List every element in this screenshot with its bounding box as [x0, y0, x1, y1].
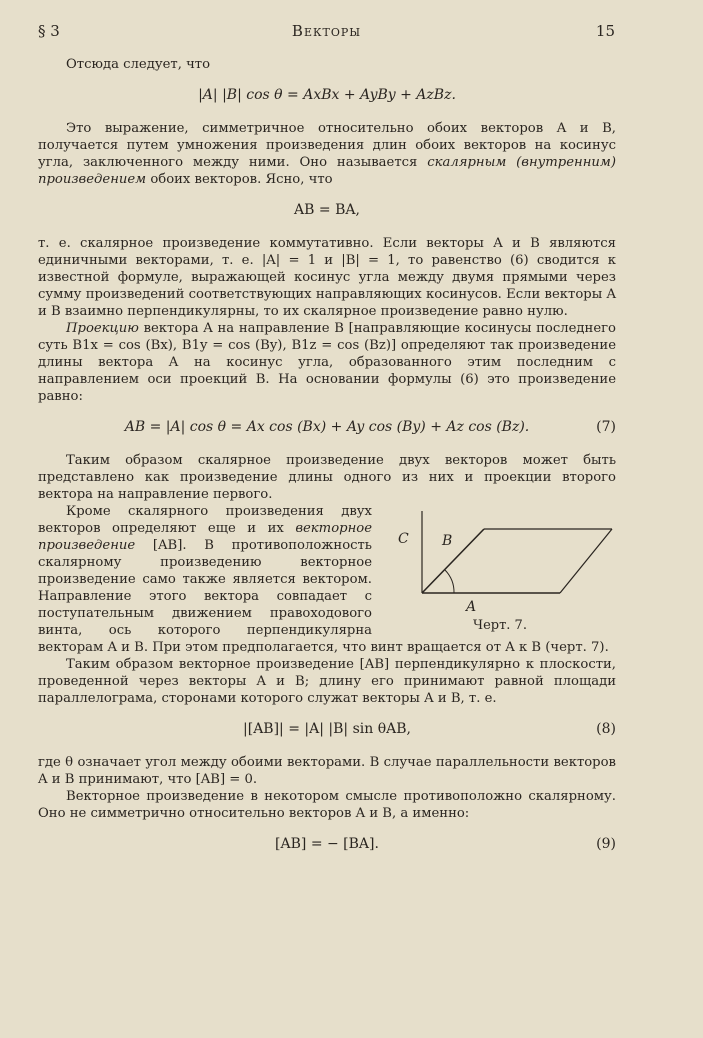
formula-anticommutative-body: [AB] = − [BA].: [275, 836, 379, 852]
term-vector-product: векторное произведение: [38, 521, 372, 553]
formula-anticommutative: [38, 836, 616, 853]
parallelogram-diagram: [384, 507, 616, 615]
term-scalar-product: скалярным (внутренним) произведением: [38, 155, 616, 187]
paragraph-2: [38, 120, 616, 188]
paragraph-9: Векторное произведение в некотором смысле противоположно скалярному. Оно не симметрично относительно векторов A и B, а именно:: [38, 789, 616, 821]
paragraph-2-text-a: Это выражение, симметричное относительно обоих векторов A и B, получается путем умножения произведения длин обоих векторов на косинус угла, заключенного между ними. Оно называется: [38, 121, 616, 170]
label-a: A: [466, 599, 477, 615]
equation-number-8: (8): [596, 721, 616, 737]
paragraph-3: т. е. скалярное произведение коммутативно. Если векторы A и B являются единичными векторами, т. е. |A| = 1 и |B| = 1, то равенство (6) сводится к известной формуле, выражающей косинус угла между двумя прямыми через сумму произведений соответствующих направляющих косинусов. Если векторы A и B взаимно перпендикулярны, то их скалярное произведение равно нулю.: [38, 236, 616, 319]
label-c: C: [398, 531, 409, 547]
page-body: [38, 56, 616, 869]
label-b: B: [442, 533, 453, 549]
formula-scalar-components: |A| |B| cos θ = AxBx + AyBy + AzBz.: [198, 87, 456, 103]
running-title: Векторы: [291, 22, 362, 40]
term-projection: Проекцию: [66, 321, 139, 336]
paragraph-6-text-b: [AB]. В противоположность скалярному произведению векторное произведение само также является вектором. Направление этого вектора совпадает с поступательным движением правоходового винта, ось которого перпендикулярна векторам A и B. При этом предполагается, что винт вращается от A к B (черт. 7).: [38, 538, 609, 655]
figure-caption: Черт. 7.: [473, 618, 527, 633]
formula-commutative: AB = BA,: [294, 202, 360, 218]
formula-projection-body: AB = |A| cos θ = Ax cos (Bx) + Ay cos (By) + Az cos (Bz).: [124, 419, 530, 435]
paragraph-8: где θ означает угол между обоими векторами. В случае параллельности векторов A и B принимают, что [AB] = 0.: [38, 755, 616, 787]
paragraph-2-text-b: обоих векторов. Ясно, что: [146, 172, 333, 187]
paragraph-6-text-a: Кроме скалярного произведения двух векторов определяют еще и их: [38, 504, 372, 536]
paragraph-5: Таким образом скалярное произведение двух векторов может быть представлено как произведение длины одного из них и проекции второго вектора на направление первого.: [38, 453, 616, 502]
paragraph-7: Таким образом векторное произведение [AB] перпендикулярно к плоскости, проведенной через векторы A и B; длину его принимают равной площади параллелограма, сторонами которого служат векторы A и B, т. е.: [38, 657, 616, 706]
formula-projection: [38, 419, 616, 436]
formula-cross-magnitude-body: |[AB]| = |A| |B| sin θAB,: [243, 721, 411, 737]
paragraph-4: [38, 320, 616, 405]
page-number: 15: [595, 22, 615, 40]
figure-7: [384, 507, 616, 637]
page-header: [38, 22, 615, 44]
paragraph-1: Отсюда следует, что: [66, 57, 211, 72]
equation-number-7: (7): [596, 419, 616, 435]
equation-number-9: (9): [596, 836, 616, 852]
angle-arc: [445, 570, 454, 593]
parallelogram-right-edge: [560, 529, 612, 593]
section-number: § 3: [38, 22, 60, 40]
paragraph-4-text: вектора A на направление B [направляющие косинусы последнего суть B1x = cos (Bx), B1y = cos (By), B1z = cos (Bz)] определяют так произведение длины вектора A на косинус угла, образованного этим последним с направлением оси проекций B. На основании формулы (6) это произведение равно:: [38, 321, 616, 404]
formula-cross-magnitude: [38, 721, 616, 738]
